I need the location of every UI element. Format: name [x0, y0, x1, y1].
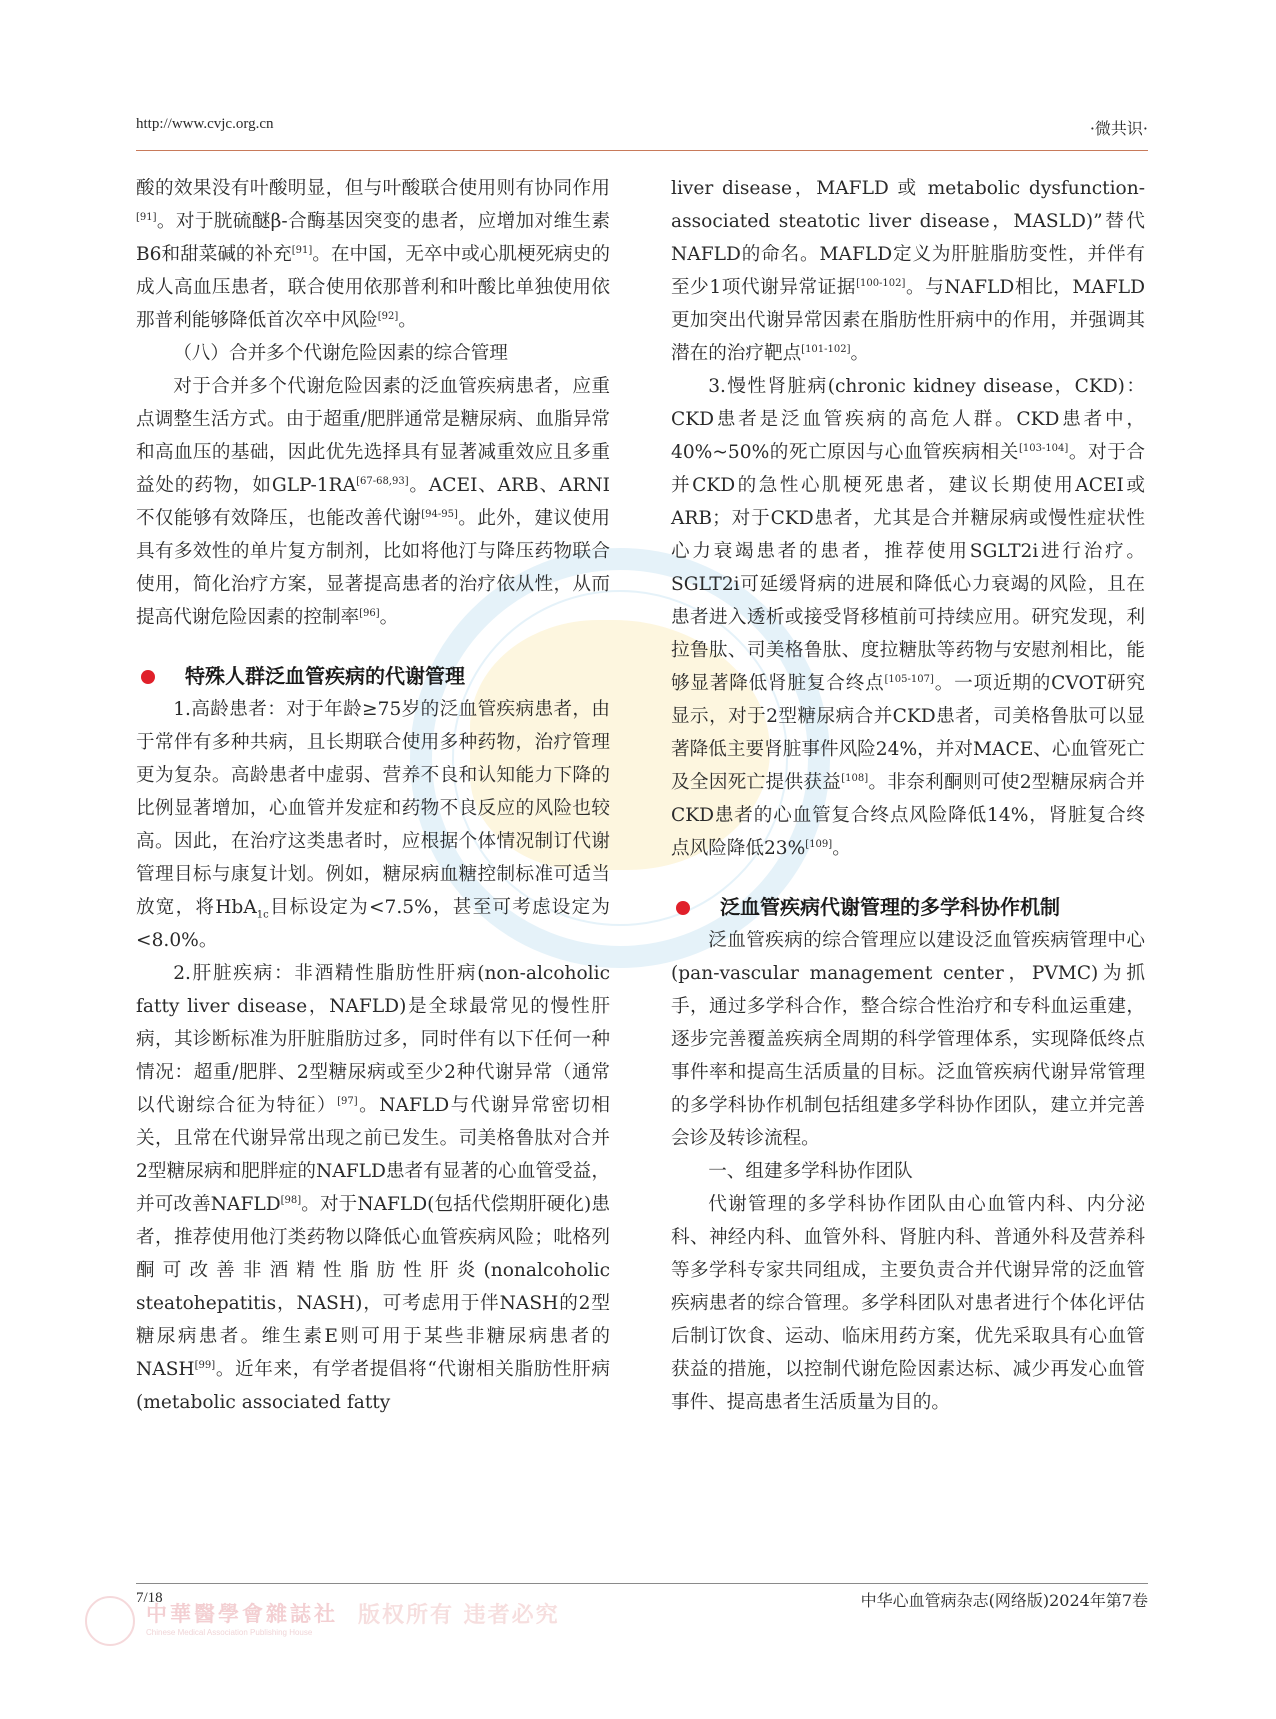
header-rule	[136, 150, 1148, 151]
citation: [109]	[805, 838, 833, 850]
citation: [94-95]	[421, 508, 458, 520]
citation: [91]	[136, 211, 157, 223]
left-column	[136, 172, 610, 1419]
subheading-mdt-team: 一、组建多学科协作团队	[708, 1161, 913, 1182]
citation: [99]	[194, 1359, 216, 1371]
citation: [103-104]	[1018, 442, 1069, 454]
paragraph-mafld: liver disease，MAFLD 或 metabolic dysfunction-associated steatotic liver disease，MASLD)”替代NAFLD的命名。MAFLD定义为肝脏脂肪变性，并伴有至少1项代谢异常证据[100-102]。与NAFLD相比，MAFLD更加突出代谢异常因素在脂肪性肝病中的作用，并强调其潜在的治疗靶点[101-102]。	[671, 178, 1145, 364]
paragraph-pvmc: 泛血管疾病的综合管理应以建设泛血管疾病管理中心(pan-vascular management center，PVMC)为抓手，通过多学科合作，整合综合性治疗和专科血运重建，逐步完善覆盖疾病全周期的科学管理体系，实现降低终点事件率和提高生活质量的目标。泛血管疾病代谢异常管理的多学科协作机制包括组建多学科协作团队，建立并完善会诊及转诊流程。	[671, 930, 1145, 1149]
journal-name: 中华心血管病杂志(网络版)2024年第7卷	[860, 1591, 1148, 1610]
subheading-multiple-risk-factors: （八）合并多个代谢危险因素的综合管理	[173, 343, 508, 364]
citation: [105-107]	[884, 673, 934, 685]
citation: [108]	[841, 772, 869, 784]
paragraph-mdt-team: 代谢管理的多学科协作团队由心血管内科、内分泌科、神经内科、血管外科、肾脏内科、普通外科及营养科等多学科专家共同组成，主要负责合并代谢异常的泛血管疾病患者的综合管理。多学科团队对患者进行个体化评估后制订饮食、运动、临床用药方案，优先采取具有心血管获益的措施，以控制代谢危险因素达标、减少再发心血管事件、提高患者生活质量为目的。	[671, 1194, 1145, 1413]
paragraph-elderly: 1.高龄患者：对于年龄≥75岁的泛血管疾病患者，由于常伴有多种共病，且长期联合使用多种药物，治疗管理更为复杂。高龄患者中虚弱、营养不良和认知能力下降的比例显著增加，心血管并发症和药物不良反应的风险也较高。因此，在治疗这类患者时，应根据个体情况制订代谢管理目标与康复计划。例如，糖尿病血糖控制标准可适当放宽，将HbA$_{1c}$目标设定为<7.5%，甚至可考虑设定为<8.0%。	[136, 699, 610, 951]
paragraph-ckd: 3.慢性肾脏病(chronic kidney disease，CKD)：CKD患者是泛血管疾病的高危人群。CKD患者中，40%~50%的死亡原因与心血管疾病相关[103-104]。对于合并CKD的急性心肌梗死患者，建议长期使用ACEI或ARB；对于CKD患者，尤其是合并糖尿病或慢性症状性心力衰竭患者的患者，推荐使用SGLT2i进行治疗。SGLT2i可延缓肾病的进展和降低心力衰竭的风险，且在患者进入透析或接受肾移植前可持续应用。研究发现，利拉鲁肽、司美格鲁肽、度拉糖肽等药物与安慰剂相比，能够显著降低肾脏复合终点[105-107]。一项近期的CVOT研究显示，对于2型糖尿病合并CKD患者，司美格鲁肽可以显著降低主要肾脏事件风险24%，并对MACE、心血管死亡及全因死亡提供获益[108]。非奈利酮则可使2型糖尿病合并CKD患者的心血管复合终点风险降低14%，肾脏复合终点风险降低23%[109]。	[671, 376, 1145, 859]
citation: [98]	[280, 1194, 302, 1206]
header-url: http://www.cvjc.org.cn	[136, 116, 274, 132]
citation: [100-102]	[856, 277, 906, 289]
section-heading-special-populations: 特殊人群泛血管疾病的代谢管理	[136, 660, 610, 693]
paragraph-liver-disease: 2.肝脏疾病：非酒精性脂肪性肝病(non-alcoholic fatty liver disease，NAFLD)是全球最常见的慢性肝病，其诊断标准为肝脏脂肪过多，同时伴有以下任何一种情况：超重/肥胖、2型糖尿病或至少2种代谢异常（通常以代谢综合征为特征）[97]。NAFLD与代谢异常密切相关，且常在代谢异常出现之前已发生。司美格鲁肽对合并2型糖尿病和肥胖症的NAFLD患者有显著的心血管受益，并可改善NAFLD[98]。对于NAFLD(包括代偿期肝硬化)患者，推荐使用他汀类药物以降低心血管疾病风险；吡格列酮可改善非酒精性脂肪性肝炎(nonalcoholic steatohepatitis，NASH)，可考虑用于伴NASH的2型糖尿病患者。维生素E则可用于某些非糖尿病患者的NASH[99]。近年来，有学者提倡将“代谢相关脂肪性肝病(metabolic associated fatty	[136, 963, 610, 1413]
paragraph-multiple-risk-factors: 对于合并多个代谢危险因素的泛血管疾病患者，应重点调整生活方式。由于超重/肥胖通常是糖尿病、血脂异常和高血压的基础，因此优先选择具有显著减重效应且多重益处的药物，如GLP-1RA[67-68,93]。ACEI、ARB、ARNI不仅能够有效降压，也能改善代谢[94-95]。此外，建议使用具有多效性的单片复方制剂，比如将他汀与降压药物联合使用，简化治疗方案，显著提高患者的治疗依从性，从而提高代谢危险因素的控制率[96]。	[136, 376, 610, 628]
section-heading-mdt: 泛血管疾病代谢管理的多学科协作机制	[671, 891, 1145, 924]
citation: [92]	[377, 310, 399, 322]
right-column	[671, 172, 1145, 1419]
citation: [67-68,93]	[356, 475, 409, 487]
bullet-dot-icon	[676, 901, 690, 915]
citation: [91]	[291, 244, 313, 256]
publisher-watermark-en: Chinese Medical Association Publishing House	[146, 1628, 313, 1637]
citation: [96]	[359, 607, 380, 619]
publisher-logo-icon	[85, 1596, 135, 1646]
paragraph-folate: 酸的效果没有叶酸明显，但与叶酸联合使用则有协同作用[91]。对于胱硫醚β-合酶基因突变的患者，应增加对维生素B6和甜菜碱的补充[91]。在中国，无卒中或心肌梗死病史的成人高血压患者，联合使用依那普利和叶酸比单独使用依那普利能够降低首次卒中风险[92]。	[136, 178, 610, 331]
footer-rule	[136, 1583, 1148, 1584]
bullet-dot-icon	[141, 670, 155, 684]
citation: [97]	[337, 1095, 358, 1107]
header-tag: ·微共识·	[1089, 119, 1148, 138]
citation: [101-102]	[801, 343, 851, 355]
rights-watermark: 版权所有 违者必究	[358, 1602, 560, 1628]
page-number: 7/18	[136, 1590, 163, 1606]
publisher-watermark: 中華醫學會雜誌社	[146, 1601, 338, 1626]
